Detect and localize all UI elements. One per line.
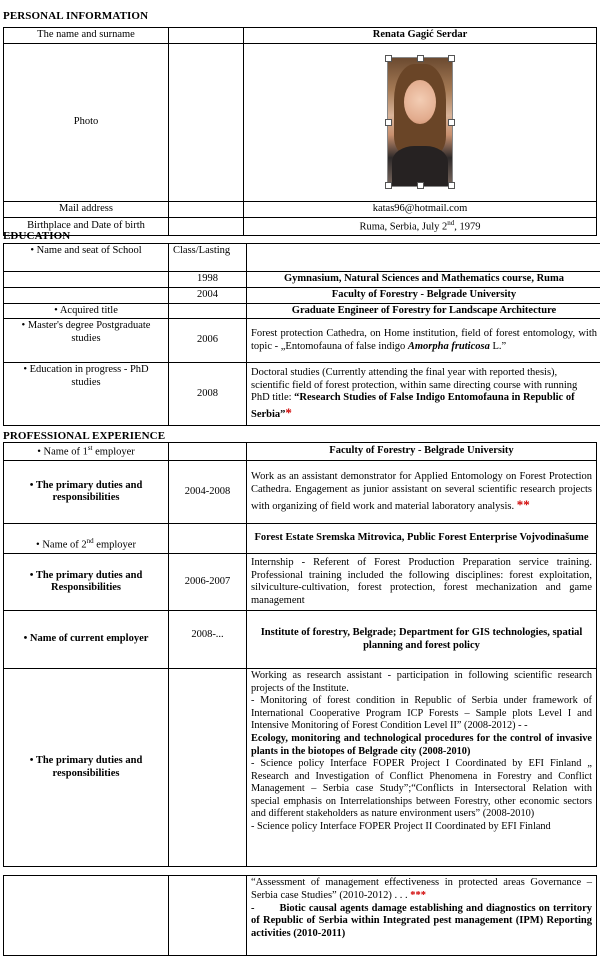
edu-school: Faculty of Forestry - Belgrade University <box>247 287 600 303</box>
empty-cell <box>247 244 600 272</box>
empty-cell <box>169 303 247 319</box>
resize-handle[interactable] <box>448 182 455 189</box>
resize-handle[interactable] <box>385 55 392 62</box>
duties2-years: 2006-2007 <box>169 554 247 611</box>
photo-face <box>404 80 436 124</box>
duties2-label: • The primary duties and Responsibilities <box>4 554 169 611</box>
resize-handle[interactable] <box>385 119 392 126</box>
duties3-project: - Science policy Interface FOPER Project I Coordinated by EFI Finland „ Research and Investigation of Conflict Phenomena in Forestry and Conflict Management – Serbia case Study”;“Conflicts in Intersectoral Relation with special emphasis on Interrelationships between Forestry, other economic sectors and different stakeholders as nature environment users” (2008-2010) <box>251 758 592 820</box>
duties1-text: Work as an assistant demonstrator for Applied Entomology on Forest Protection Cathedra. Engagement as junior assistant on several scientific research projects with organizing of field work and material laboratory analysis. ** <box>247 461 597 524</box>
emp2-label: • Name of 2nd employer <box>4 524 169 554</box>
duties2-text: Internship - Referent of Forest Production Preparation service training. Professional training included the following disciplines: forest exploitation, silviculture-cultivation, forest protection, forest mechanization and game management <box>247 554 597 611</box>
edu-school: Gymnasium, Natural Sciences and Mathematics course, Ruma <box>247 272 600 288</box>
resize-handle[interactable] <box>448 119 455 126</box>
section-title-experience: PROFESSIONAL EXPERIENCE <box>3 430 166 442</box>
emp3-value: Institute of forestry, Belgrade; Department for GIS technologies, spatial planning and forest policy <box>247 611 597 669</box>
mail-label: Mail address <box>4 201 169 217</box>
phd-text: Doctoral studies (Currently attending the final year with reported thesis), scientific field of forest protection, within same directing course with running PhD title: “Research Studies of False Indigo Entomofauna in Republic of Serbia”* <box>247 363 600 426</box>
resize-handle[interactable] <box>417 182 424 189</box>
masters-label: • Master's degree Postgraduate studies <box>4 319 169 363</box>
empty-cell <box>169 201 244 217</box>
photo-label: Photo <box>4 43 169 201</box>
duties3-project: Ecology, monitoring and technological procedures for the control of invasive plants in the biotopes of Belgrade city (2008-2010) <box>251 733 592 757</box>
empty-cell <box>4 876 169 956</box>
masters-text: Forest protection Cathedra, on Home institution, field of forest entomology, with topic - „Entomofauna of false indigo Amorpha fruticosa L.” <box>247 319 600 363</box>
personal-table <box>3 27 597 236</box>
duties3-text <box>247 669 597 867</box>
title-label: • Acquired title <box>4 303 169 319</box>
emp2-value: Forest Estate Sremska Mitrovica, Public Forest Enterprise Vojvodinašume <box>247 524 597 554</box>
edu-header-class: Class/Lasting <box>169 244 247 272</box>
emp3-years: 2008-... <box>169 611 247 669</box>
empty-cell <box>169 524 247 554</box>
empty-cell <box>4 272 169 288</box>
empty-cell <box>169 217 244 235</box>
duties1-years: 2004-2008 <box>169 461 247 524</box>
masters-year: 2006 <box>169 319 247 363</box>
experience-table <box>3 442 597 867</box>
continuation-table <box>3 875 597 956</box>
duties3-project: - Science policy Interface FOPER Project II Coordinated by EFI Finland <box>251 820 551 832</box>
title-value: Graduate Engineer of Forestry for Landscape Architecture <box>247 303 600 319</box>
edu-year: 1998 <box>169 272 247 288</box>
empty-cell <box>4 287 169 303</box>
edu-year: 2004 <box>169 287 247 303</box>
photo-cell <box>244 43 597 201</box>
emp3-label: • Name of current employer <box>4 611 169 669</box>
duties3-intro: Working as research assistant - participation in following scientific research projects of the Institute. <box>251 670 592 694</box>
empty-cell <box>169 43 244 201</box>
education-table <box>3 243 600 426</box>
photo-body <box>392 146 448 186</box>
edu-header-school: • Name and seat of School <box>4 244 169 272</box>
resize-handle[interactable] <box>385 182 392 189</box>
continuation-project: - Biotic causal agents damage establishing and diagnostics on territory of Republic of Serbia within Integrated pest management (IPM) Reporting activities (2010-2011) <box>251 902 592 940</box>
continuation-text <box>247 876 597 956</box>
section-title-personal: PERSONAL INFORMATION <box>3 10 149 22</box>
duties3-label: • The primary duties and responsibilities <box>4 669 169 867</box>
birth-value: Ruma, Serbia, July 2nd, 1979 <box>244 217 597 235</box>
emp1-label: • Name of 1st employer <box>4 443 169 461</box>
duties1-label: • The primary duties and responsibilities <box>4 461 169 524</box>
section-title-education: EDUCATION <box>3 230 71 242</box>
empty-cell <box>169 876 247 956</box>
profile-photo[interactable] <box>387 57 453 187</box>
name-value: Renata Gagić Serdar <box>244 28 597 44</box>
empty-cell <box>169 669 247 867</box>
name-label: The name and surname <box>4 28 169 44</box>
duties3-project: - Monitoring of forest condition in Republic of Serbia under framework of International Cooperative Program ICP Forests – Sample plots Level I and Intensive Monitoring of Forest Condition Level II” (2008-2012) - - <box>251 695 592 732</box>
resize-handle[interactable] <box>448 55 455 62</box>
continuation-project: “Assessment of management effectiveness in protected areas Governance – Serbia case Studies” (2010-2012) . . . *** <box>251 877 592 901</box>
mail-value[interactable]: katas96@hotmail.com <box>244 201 597 217</box>
resize-handle[interactable] <box>417 55 424 62</box>
empty-cell <box>169 28 244 44</box>
phd-year: 2008 <box>169 363 247 426</box>
phd-label: • Education in progress - PhD studies <box>4 363 169 426</box>
empty-cell <box>169 443 247 461</box>
emp1-value: Faculty of Forestry - Belgrade University <box>247 443 597 461</box>
birth-label: Birthplace and Date of birth <box>4 217 169 235</box>
